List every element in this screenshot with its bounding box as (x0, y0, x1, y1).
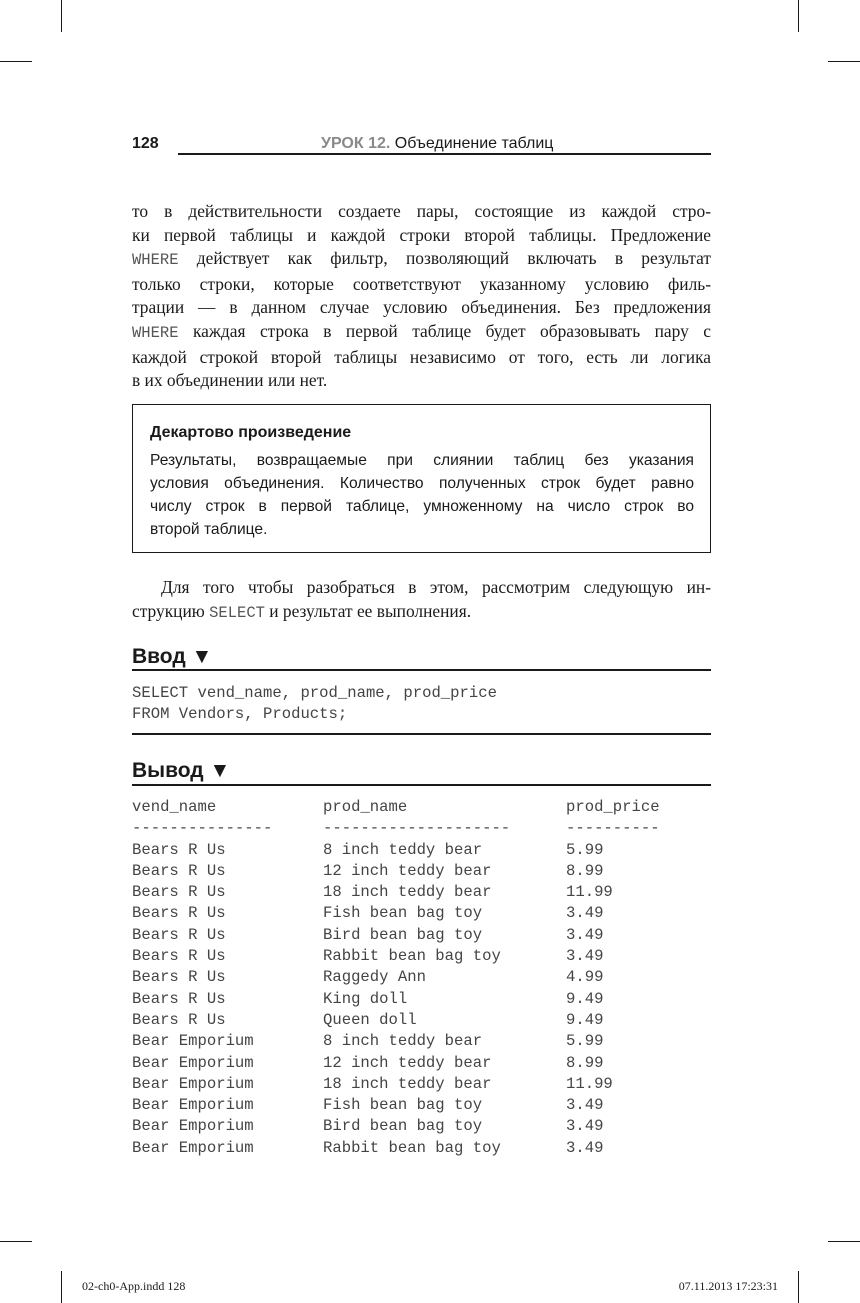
table-cell: Bears R Us (132, 861, 226, 880)
table-cell: 9.49 (566, 1010, 604, 1029)
table-cell: 8.99 (566, 861, 604, 880)
table-cell: Bird bean bag toy (323, 1117, 483, 1136)
table-row (132, 1010, 711, 1031)
table-cell: 3.49 (566, 1117, 604, 1136)
paragraph-text: в их объединении или нет. (132, 370, 328, 391)
table-row (132, 946, 711, 967)
crop-mark (828, 1241, 860, 1242)
definition-body (150, 449, 694, 541)
body-paragraph (132, 200, 711, 393)
output-table (132, 797, 711, 1159)
table-cell: Bears R Us (132, 840, 226, 859)
table-cell: Rabbit bean bag toy (323, 947, 501, 966)
table-cell: 12 inch teddy bear (323, 1053, 492, 1072)
paragraph-text: струкцию (132, 600, 210, 621)
table-cell: Fish bean bag toy (323, 904, 483, 923)
table-header-row (132, 797, 711, 818)
paragraph-text: только строки, которые соответствуют указанному условию филь- (132, 273, 711, 294)
table-cell: Bird bean bag toy (323, 925, 483, 944)
table-row (132, 989, 711, 1010)
table-cell: King doll (323, 989, 408, 1008)
table-cell: prod_price (566, 798, 660, 816)
output-heading (132, 758, 711, 784)
crop-mark (0, 61, 32, 62)
table-cell: 11.99 (566, 1074, 613, 1093)
definition-line: условия объединения. Количество полученных строк будет равно (150, 475, 694, 492)
table-cell: Bears R Us (132, 925, 226, 944)
table-row (132, 1074, 711, 1095)
table-cell: Bear Emporium (132, 1117, 254, 1136)
definition-line: Результаты, возвращаемые при слиянии таблиц без указания (150, 452, 694, 469)
table-row (132, 1095, 711, 1116)
table-row (132, 925, 711, 946)
table-cell: 3.49 (566, 1096, 604, 1115)
input-heading (132, 644, 711, 670)
crop-mark (798, 1271, 799, 1303)
table-cell: Rabbit bean bag toy (323, 1138, 501, 1157)
code-line: FROM Vendors, Products; (132, 705, 348, 724)
table-cell: 9.49 (566, 989, 604, 1008)
slug-timestamp: 07.11.2013 17:23:31 (678, 1279, 778, 1293)
inline-code: SELECT (209, 603, 265, 622)
paragraph-line (132, 346, 711, 370)
paragraph-text: ки первой таблицы и каждой строки второй таблицы. Предложение (132, 224, 711, 245)
paragraph-line (132, 600, 711, 626)
paragraph-line (132, 320, 711, 346)
output-top-rule (132, 784, 711, 786)
paragraph-line (132, 247, 711, 273)
table-cell: Bears R Us (132, 947, 226, 966)
table-cell: Bear Emporium (132, 1032, 254, 1051)
definition-title: Декартово произведение (150, 424, 352, 441)
paragraph-text: и результат ее выполнения. (264, 600, 472, 621)
definition-line: числу строк в первой таблице, умноженному на число строк во (150, 498, 694, 515)
table-cell: Bears R Us (132, 968, 226, 987)
definition-line: второй таблице. (150, 521, 268, 538)
paragraph-text: каждая строка в первой таблице будет образовывать пару с (178, 320, 711, 341)
definition-box (132, 404, 711, 553)
page-number: 128 (132, 135, 159, 152)
table-row (132, 1053, 711, 1074)
paragraph-text: трации — в данном случае условию объединения. Без предложения (132, 297, 711, 318)
paragraph-text: то в действительности создаете пары, состоящие из каждой стро- (132, 201, 711, 221)
table-cell: 4.99 (566, 968, 604, 987)
table-cell: 5.99 (566, 840, 604, 859)
input-code (132, 683, 497, 726)
table-row (132, 1116, 711, 1137)
lesson-title: Объединение таблиц (390, 135, 554, 152)
crop-mark (828, 61, 860, 62)
paragraph-text: действует как фильтр, позволяющий включать в результат (178, 248, 711, 269)
inline-code: WHERE (132, 251, 179, 270)
table-cell: 12 inch teddy bear (323, 861, 492, 880)
table-row (132, 861, 711, 882)
table-cell: 8 inch teddy bear (323, 840, 483, 859)
input-top-rule (132, 669, 711, 671)
running-header (132, 134, 711, 156)
crop-mark (61, 0, 62, 32)
chapter-title (321, 134, 553, 154)
crop-mark (61, 1271, 62, 1303)
table-row (132, 840, 711, 861)
inline-code: WHERE (132, 323, 179, 342)
input-bottom-rule (132, 733, 711, 735)
table-cell: 8.99 (566, 1053, 604, 1072)
table-cell: Bears R Us (132, 1010, 226, 1029)
table-row (132, 903, 711, 924)
table-cell: ---------- (566, 819, 660, 838)
table-row (132, 1138, 711, 1159)
paragraph-line (132, 369, 711, 393)
table-cell: Bear Emporium (132, 1053, 254, 1072)
table-cell: Bear Emporium (132, 1096, 254, 1115)
table-cell: Bear Emporium (132, 1138, 254, 1157)
table-cell: Bear Emporium (132, 1074, 254, 1093)
table-cell: 3.49 (566, 947, 604, 966)
table-cell: 11.99 (566, 883, 613, 902)
body-paragraph (132, 576, 711, 625)
table-cell: 3.49 (566, 904, 604, 923)
table-cell: prod_name (323, 798, 408, 816)
table-cell: Bears R Us (132, 904, 226, 923)
table-row (132, 967, 711, 988)
table-cell: Bears R Us (132, 883, 226, 902)
crop-mark (0, 1241, 32, 1242)
table-cell: 5.99 (566, 1032, 604, 1051)
code-line: SELECT vend_name, prod_name, prod_price (132, 684, 497, 702)
table-cell: -------------------- (323, 819, 511, 838)
paragraph-line: Для того чтобы разобраться в этом, рассмотрим следующую ин- (161, 577, 711, 597)
crop-mark (798, 0, 799, 32)
table-cell: vend_name (132, 798, 217, 816)
paragraph-line (132, 224, 711, 248)
table-cell: 8 inch teddy bear (323, 1032, 483, 1051)
paragraph-text: каждой строкой второй таблицы независимо от того, есть ли логика (132, 346, 711, 367)
table-cell: 18 inch teddy bear (323, 1074, 492, 1093)
table-cell: 18 inch teddy bear (323, 883, 492, 902)
paragraph-line (132, 273, 711, 297)
paragraph-line (132, 200, 711, 224)
table-cell: Bears R Us (132, 989, 226, 1008)
slug-file: 02-ch0-App.indd 128 (82, 1279, 186, 1293)
table-cell: Queen doll (323, 1010, 417, 1029)
table-row (132, 1031, 711, 1052)
table-cell: --------------- (132, 819, 273, 838)
output-title: Вывод ▼ (132, 759, 231, 782)
table-cell: 3.49 (566, 925, 604, 944)
lesson-label: УРОК 12. (321, 135, 391, 152)
table-separator-row (132, 818, 711, 839)
table-cell: 3.49 (566, 1138, 604, 1157)
paragraph-line (132, 296, 711, 320)
table-cell: Raggedy Ann (323, 968, 426, 987)
input-title: Ввод ▼ (132, 645, 213, 668)
table-row (132, 882, 711, 903)
table-cell: Fish bean bag toy (323, 1096, 483, 1115)
